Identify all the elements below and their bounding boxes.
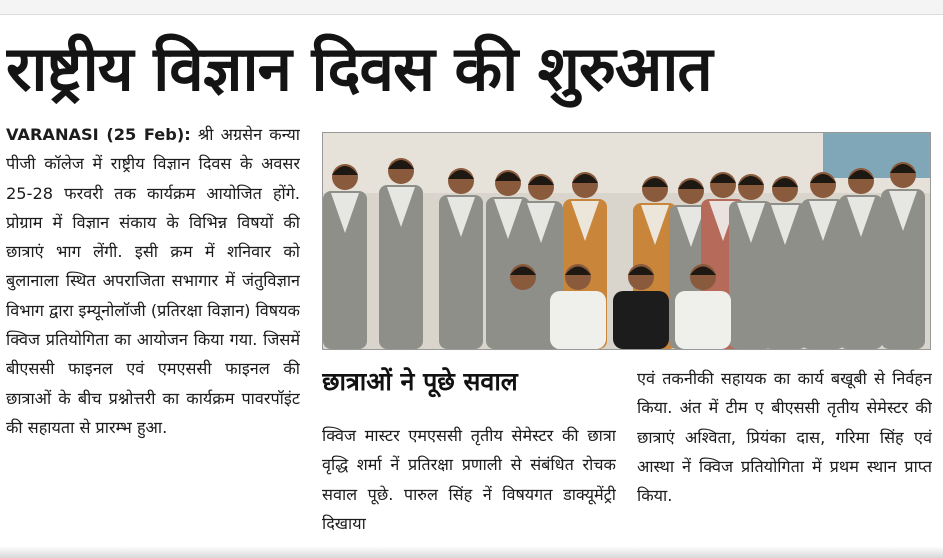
article-column-left — [6, 120, 300, 545]
seated-person-body — [675, 291, 731, 349]
seated-person-body — [550, 291, 606, 349]
page-top-rule — [0, 0, 943, 15]
article-column-right: एवं तकनीकी सहायक का कार्य बखूबी से निर्वहन किया. अंत में टीम ए बीएससी तृतीय सेमेस्टर की छात्राएं अश्विता, प्रियंका दास, गरिमा सिंह एवं आस्था नें क्विज प्रतियोगिता में प्रथम स्थान प्राप्त किया. — [637, 369, 932, 506]
dateline: VARANASI (25 Feb): — [6, 125, 191, 144]
left-column-text: श्री अग्रसेन कन्या पीजी कॉलेज में राष्ट्रीय विज्ञान दिवस के अवसर 25-28 फरवरी तक कार्यक्रम आयोजित होंगे. प्रोग्राम में विज्ञान संकाय के विभिन्न विषयों की छात्राएं भाग लेंगी. इसी क्रम में शनिवार को बुलानाला स्थित अपराजिता सभागार में जंतुविज्ञान विभाग द्वारा इम्यूनोलॉजी (प्रतिरक्षा विज्ञान) विषयक क्विज प्रतियोगिता का आयोजन किया गया. जिसमें बीएससी फाइनल एवं एमएससी फाइनल की छात्राओं के बीच प्रश्नोत्तरी का कार्यक्रम पावरपॉइंट की सहायता से प्रारम्भ हुआ. — [6, 125, 300, 437]
seated-person-body — [613, 291, 669, 349]
seated-person-body — [495, 291, 551, 349]
page-bottom-edge — [0, 546, 943, 558]
article-column-middle: क्विज मास्टर एमएससी तृतीय सेमेस्टर की छात्रा वृद्धि शर्मा नें प्रतिरक्षा प्रणाली से संबंधित रोचक सवाल पूछे. पारुल सिंह नें विषयगत डाक्यूमेंट्री दिखाया — [322, 426, 616, 533]
subheading: छात्राओं ने पूछे सवाल — [322, 367, 518, 396]
headline: राष्ट्रीय विज्ञान दिवस की शुरुआत — [6, 32, 712, 105]
group-photo — [322, 132, 931, 350]
group-photo-image — [323, 133, 930, 349]
